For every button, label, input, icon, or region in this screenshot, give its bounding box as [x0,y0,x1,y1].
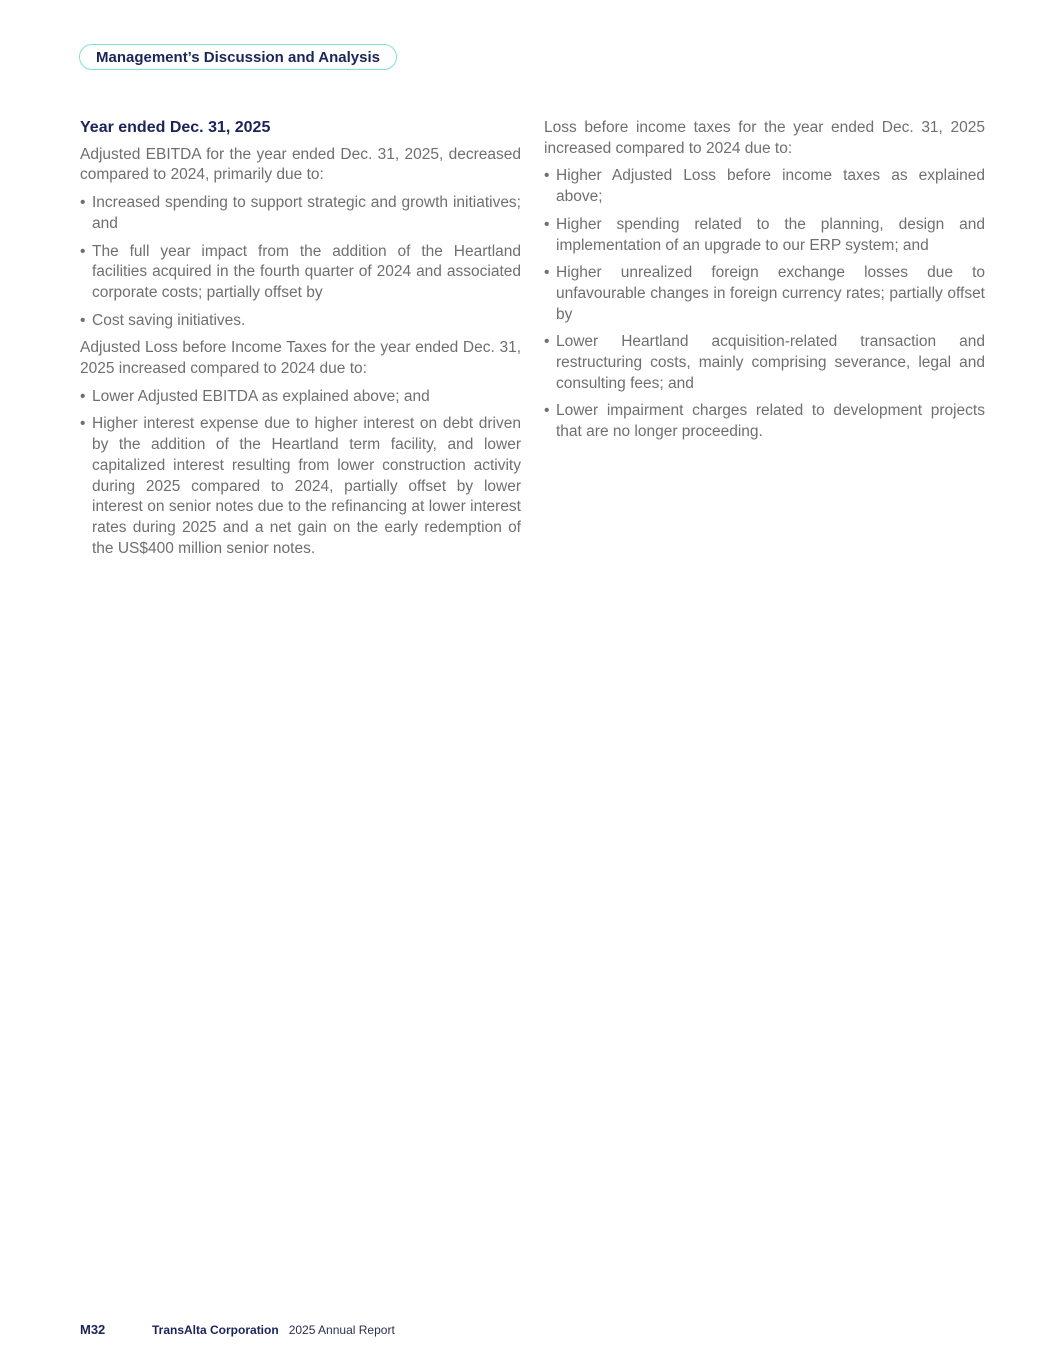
paragraph-adjusted-loss: Adjusted Loss before Income Taxes for the year ended Dec. 31, 2025 increased compared to 2024 due to: [80,339,521,378]
bullet-list-adjusted-loss [80,387,521,560]
list-item: • The full year impact from the addition of the Heartland facilities acquired in the fourth quarter of 2024 and associated corporate costs; partially offset by [80,242,521,301]
report-title: 2025 Annual Report [288,1323,395,1337]
right-column [544,118,985,450]
bullet-icon: • [544,167,550,185]
list-item: • Lower Adjusted EBITDA as explained above; and [80,387,521,408]
list-item: • Cost saving initiatives. [80,311,521,332]
list-item: • Higher Adjusted Loss before income taxes as explained above; [544,167,985,206]
list-item: • Higher spending related to the planning, design and implementation of an upgrade to our ERP system; and [544,215,985,254]
section-heading: Year ended Dec. 31, 2025 [80,119,271,136]
page-number: M32 [80,1322,106,1337]
paragraph-adjusted-ebitda: Adjusted EBITDA for the year ended Dec. 31, 2025, decreased compared to 2024, primarily due to: [80,145,521,184]
bullet-icon: • [80,387,86,405]
left-column [80,118,521,566]
list-item: • Higher interest expense due to higher interest on debt driven by the addition of the Heartland term facility, and lower capitalized interest resulting from lower construction activity during 2025 compared to 2024, partially offset by lower interest on senior notes due to the refinancing at lower interest rates during 2025 and a net gain on the early redemption of the US$400 million senior notes. [80,415,521,557]
section-label: Management’s Discussion and Analysis [79,44,397,70]
company-name: TransAlta Corporation [152,1323,279,1337]
paragraph-loss-before-tax: Loss before income taxes for the year ended Dec. 31, 2025 increased compared to 2024 due to: [544,119,985,157]
list-item: • Lower Heartland acquisition-related transaction and restructuring costs, mainly comprising severance, legal and consulting fees; and [544,333,985,392]
bullet-icon: • [544,215,550,233]
bullet-icon: • [80,311,86,329]
list-item: • Higher unrealized foreign exchange losses due to unfavourable changes in foreign currency rates; partially offset by [544,264,985,323]
bullet-list-loss-before-tax [544,166,985,442]
bullet-icon: • [80,415,86,433]
bullet-icon: • [544,333,550,351]
list-item: • Increased spending to support strategic and growth initiatives; and [80,194,521,232]
bullet-icon: • [544,402,550,420]
bullet-icon: • [80,242,86,260]
list-item: • Lower impairment charges related to development projects that are no longer proceeding. [544,402,985,441]
bullet-icon: • [544,264,550,282]
bullet-list-ebitda [80,193,521,331]
page-footer [80,1322,395,1337]
bullet-icon: • [80,194,86,212]
